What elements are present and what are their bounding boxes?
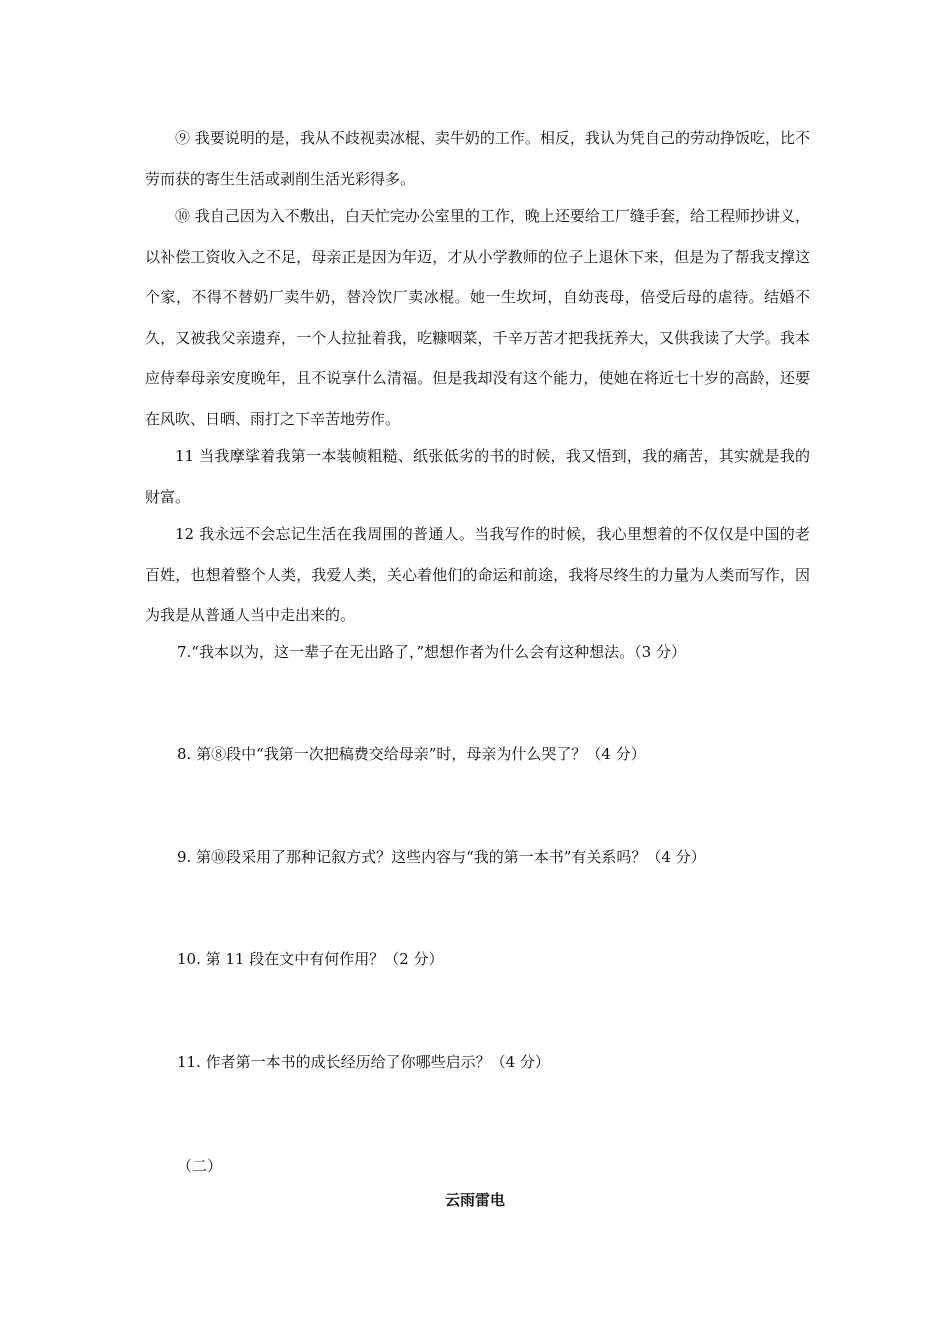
question-8: 8. 第⑧段中“我第一次把稿费交给母亲”时，母亲为什么哭了？（4 分） [177,745,646,763]
next-article-title: 云雨雷电 [444,1191,505,1209]
paragraph-9: ⑨ 我要说明的是，我从不歧视卖冰棍、卖牛奶的工作。相反，我认为凭自己的劳动挣饭吃，比不劳而获的寄生生活或剥削生活光彩得多。 [145,129,810,188]
paragraph-12: 12 我永远不会忘记生活在我周围的普通人。当我写作的时候，我心里想着的不仅仅是中国的老百姓，也想着整个人类，我爱人类，关心着他们的命运和前途，我将尽终生的力量为人类而写作，因为我是从普通人当中走出来的。 [145,525,810,624]
question-9: 9. 第⑩段采用了那种记叙方式？这些内容与“我的第一本书”有关系吗？（4 分） [177,848,706,866]
paragraph-11: 11 当我摩挲着我第一本装帧粗糙、纸张低劣的书的时候，我又悟到，我的痛苦，其实就是我的财富。 [145,447,810,506]
paragraph-10: ⑩ 我自己因为入不敷出，白天忙完办公室里的工作，晚上还要给工厂缝手套，给工程师抄讲义，以补偿工资收入之不足，母亲正是因为年迈，才从小学教师的位子上退休下来，但是为了帮我支撑这个家，不得不替奶厂卖牛奶，替冷饮厂卖冰棍。她一生坎坷，自幼丧母，倍受后母的虐待。结婚不久，又被我父亲遗弃，一个人拉扯着我，吃糠咽菜，千辛万苦才把我抚养大，又供我读了大学。我本应侍奉母亲安度晚年，且不说享什么清福。但是我却没有这个能力，使她在将近七十岁的高龄，还要在风吹、日晒、雨打之下辛苦地劳作。 [145,207,810,428]
question-11: 11. 作者第一本书的成长经历给了你哪些启示？（4 分） [177,1053,550,1071]
question-10: 10. 第 11 段在文中有何作用？（2 分） [177,950,444,968]
question-7: 7.“我本以为，这一辈子在无出路了，”想想作者为什么会有这种想法。（3 分） [177,643,686,661]
section-label: （二） [177,1157,223,1175]
